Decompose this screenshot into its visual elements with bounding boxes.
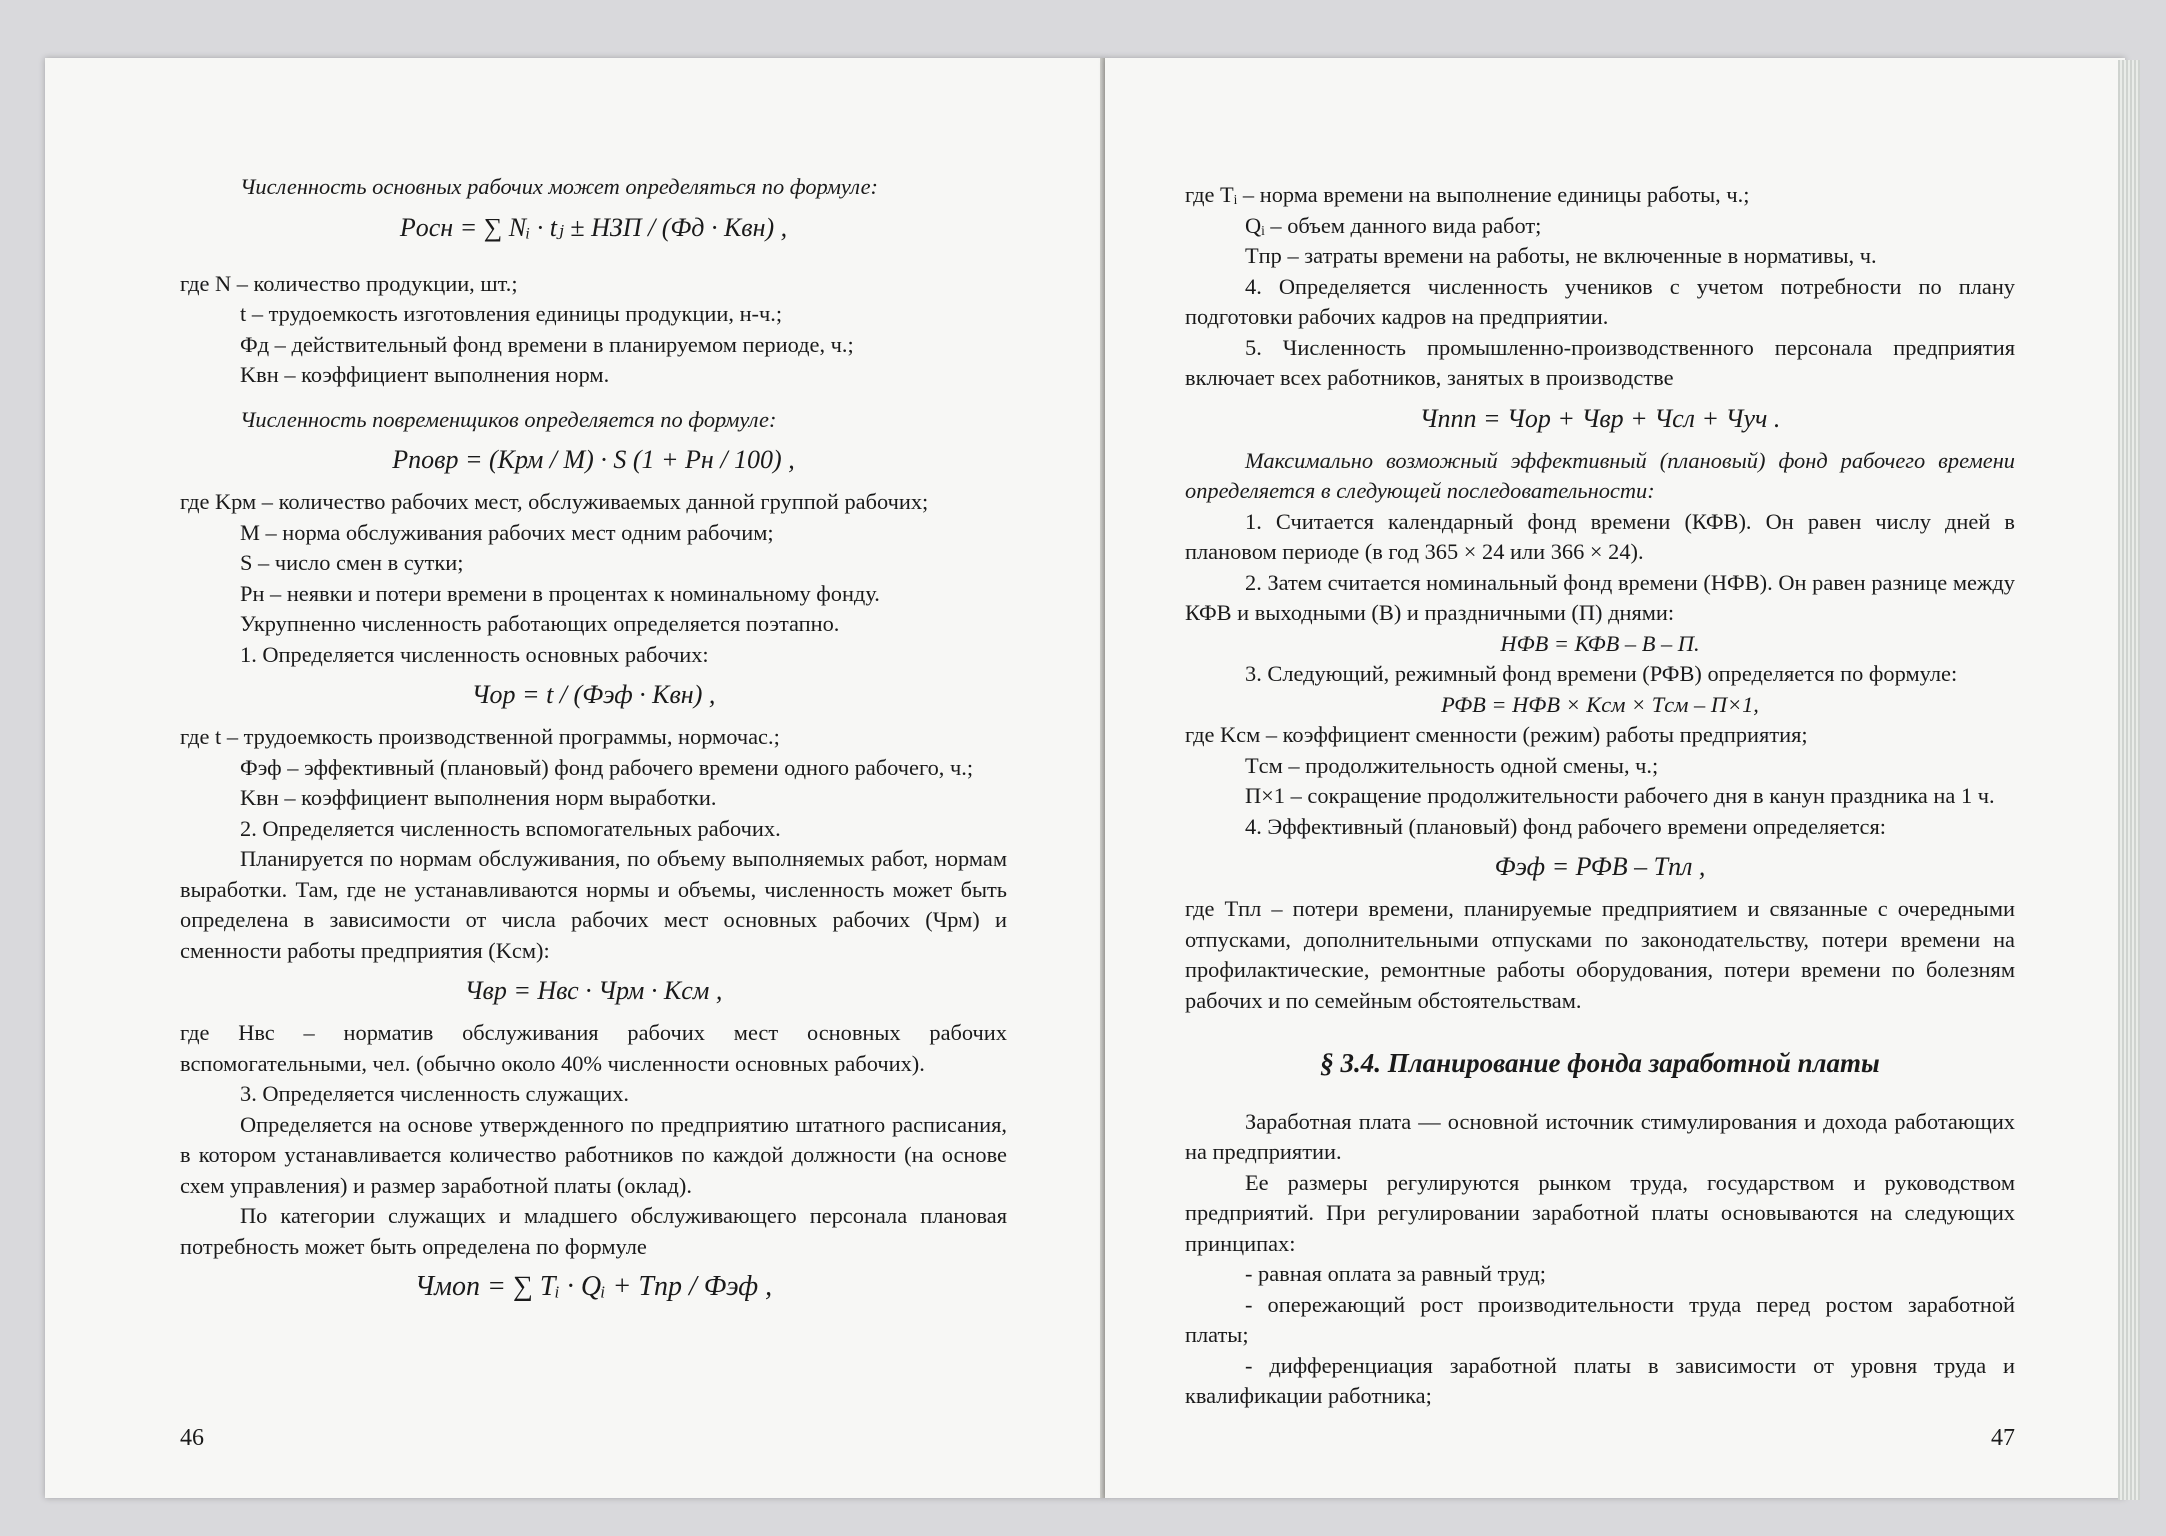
definition: Qᵢ – объем данного вида работ; [1245, 212, 1542, 238]
numbered-item: 1. Считается календарный фонд времени (КФВ). Он равен числу дней в плановом периоде (в год 365 × 24 или 366 × 24). [1185, 508, 2015, 564]
formula-ch-mop: Чмоп = ∑ Tᵢ · Qᵢ + Tпр / Фэф , [414, 1271, 773, 1302]
numbered-item: 1. Определяется численность основных рабочих: [240, 641, 709, 667]
definition: Kвн – коэффициент выполнения норм выработки. [240, 785, 717, 810]
list-item: - дифференциация заработной платы в зависимости от уровня труда и квалификации работника; [1185, 1352, 2015, 1408]
numbered-item: 3. Следующий, режимный фонд времени (РФВ) определяется по формуле: [1245, 661, 1958, 686]
definition: где Tᵢ – норма времени на выполнение единицы работы, ч.; [1185, 182, 1750, 207]
paragraph: Планируется по нормам обслуживания, по объему выполняемых работ, нормам выработки. Там, где не устанавливаются нормы и объемы, численность может быть определена в зависимости от числа рабочих мест основных рабочих (Чрм) и сменности работы предприятия (Kсм): [180, 846, 1007, 963]
numbered-item: 4. Определяется численность учеников с учетом потребности по плану подготовки рабочих кадров на предприятии. [1185, 273, 2015, 329]
numbered-item: 4. Эффективный (плановый) фонд рабочего времени определяется: [1245, 813, 1886, 839]
formula-ch-or: Чор = t / (Фэф · Kвн) , [471, 680, 716, 709]
definition: где Kрм – количество рабочих мест, обслуживаемых данной группой рабочих; [180, 489, 929, 514]
definition: t – трудоемкость изготовления единицы продукции, н-ч.; [240, 301, 783, 326]
definition: S – число смен в сутки; [240, 550, 464, 575]
definition: где t – трудоемкость производственной программы, нормочас.; [180, 724, 780, 749]
numbered-item: 5. Численность промышленно-производственного персонала предприятия включает всех работников, занятых в производстве [1185, 334, 2015, 390]
paragraph: Заработная плата — основной источник стимулирования и дохода работающих на предприятии. [1185, 1108, 2015, 1164]
paragraph: Численность повременщиков определяется по формуле: [240, 406, 777, 432]
list-item: - опережающий рост производительности труда перед ростом заработной платы; [1185, 1291, 2015, 1347]
numbered-item: 2. Затем считается номинальный фонд времени (НФВ). Он равен разнице между КФВ и выходными (В) и праздничными (П) днями: [1185, 569, 2015, 625]
definition: Tпр – затраты времени на работы, не включенные в нормативы, ч. [1245, 243, 1877, 268]
section-heading: § 3.4. Планирование фонда заработной платы [1320, 1048, 1880, 1078]
formula-p-osn: Pосн = ∑ Nᵢ · tⱼ ± НЗП / (Фд · Kвн) , [399, 212, 788, 242]
definition: П×1 – сокращение продолжительности рабочего дня в канун праздника на 1 ч. [1245, 783, 1995, 808]
paragraph: Максимально возможный эффективный (плановый) фонд рабочего времени определяется в следующей последовательности: [1185, 447, 2015, 503]
definition: Фэф – эффективный (плановый) фонд рабочего времени одного рабочего, ч.; [240, 754, 974, 780]
formula-ch-ppp: Чппп = Чор + Чвр + Чсл + Чуч . [1419, 403, 1781, 433]
formula-nfv: НФВ = КФВ – В – П. [1500, 630, 1700, 656]
formula-p-povr: Pповр = (Kрм / M) · S (1 + Pн / 100) , [392, 445, 795, 474]
formula-ch-vr: Чвр = Нвс · Чрм · Kсм , [464, 976, 723, 1005]
paragraph: Укрупненно численность работающих определяется поэтапно. [240, 611, 840, 636]
numbered-item: 2. Определяется численность вспомогательных рабочих. [240, 815, 781, 841]
paragraph: Определяется на основе утвержденного по предприятию штатного расписания, в котором устанавливается количество работников по каждой должности (на основе схем управления) и размер заработной платы (оклад). [180, 1111, 1007, 1198]
list-item: - равная оплата за равный труд; [1245, 1261, 1546, 1286]
definition: Pн – неявки и потери времени в процентах к номинальному фонду. [240, 580, 880, 606]
page-stack-edge [2118, 60, 2140, 1500]
definition: Фд – действительный фонд времени в планируемом периоде, ч.; [240, 331, 854, 357]
right-page [1105, 58, 2125, 1498]
definition: где Нвс – норматив обслуживания рабочих мест основных рабочих вспомогательными, чел. (обычно около 40% численности основных рабочих). [180, 1020, 1007, 1076]
definition: где N – количество продукции, шт.; [180, 270, 518, 296]
paragraph: Ее размеры регулируются рынком труда, государством и руководством предприятий. При регулировании заработной платы основываются на следующих принципах: [1185, 1169, 2015, 1256]
paragraph: Численность основных рабочих может определяться по формуле: [240, 174, 878, 199]
definition: Tсм – продолжительность одной смены, ч.; [1245, 752, 1659, 778]
left-page-text [180, 172, 1007, 1314]
paragraph: По категории служащих и младшего обслуживающего персонала плановая потребность может быть определена по формуле [180, 1203, 1007, 1259]
formula-rfv: РФВ = НФВ × Kсм × Tсм – П×1, [1441, 691, 1759, 717]
definition: M – норма обслуживания рабочих мест одним рабочим; [240, 519, 774, 545]
numbered-item: 3. Определяется численность служащих. [240, 1081, 629, 1106]
formula-f-ef: Фэф = РФВ – Tпл , [1494, 852, 1706, 881]
right-page-text [1185, 180, 2015, 1412]
definition: где Kсм – коэффициент сменности (режим) работы предприятия; [1185, 722, 1808, 747]
left-page [45, 58, 1105, 1498]
definition: где Tпл – потери времени, планируемые предприятием и связанные с очередными отпусками, дополнительными отпусками по законодательству, потери времени на профилактические, ремонтные работы оборудования, потери времени по болезням рабочих и по семейным обстоятельствам. [1185, 896, 2015, 1013]
page-number: 47 [1991, 1425, 2015, 1451]
definition: Kвн – коэффициент выполнения норм. [240, 362, 610, 387]
page-number: 46 [180, 1425, 204, 1451]
